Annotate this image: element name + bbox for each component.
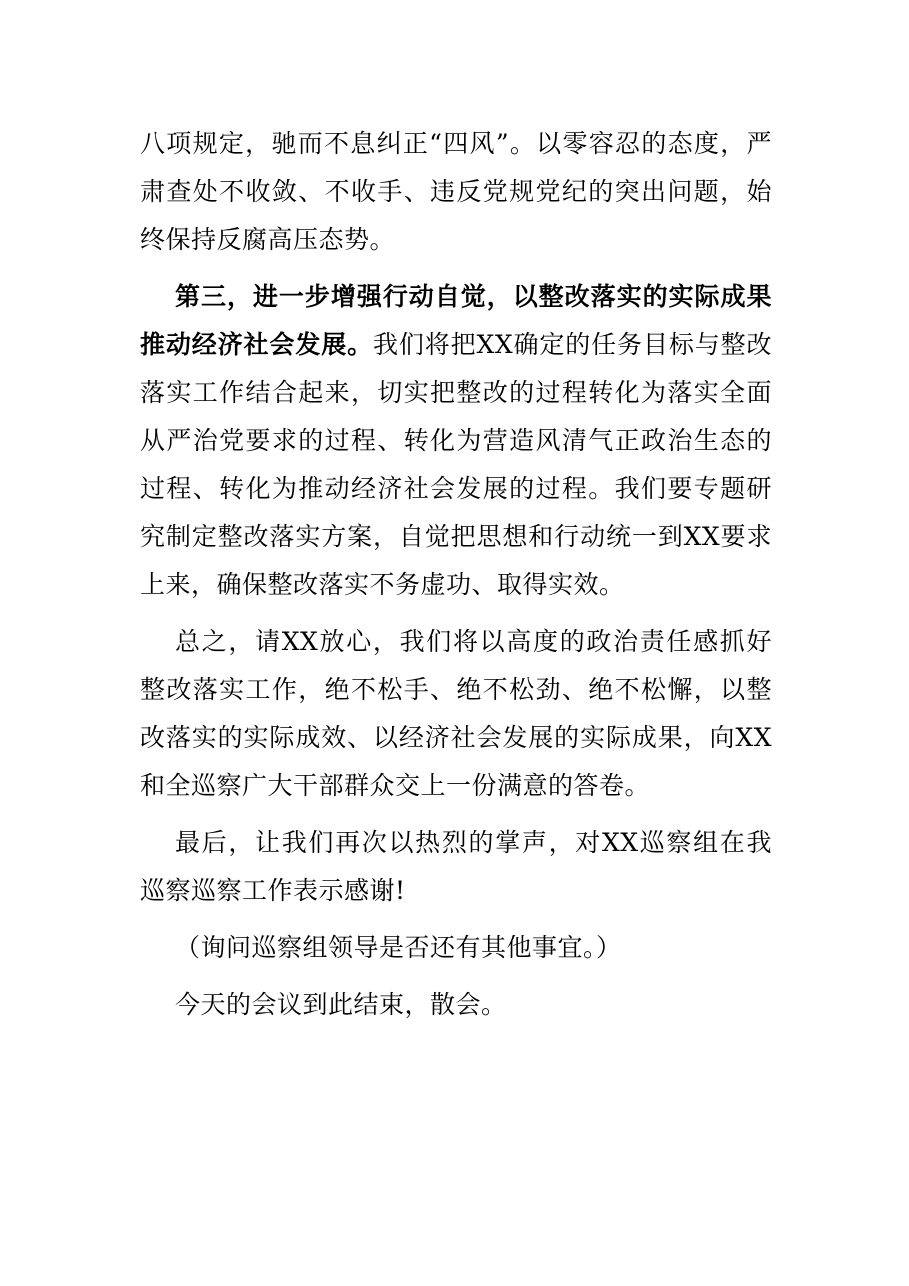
- paragraph-closing: [140, 981, 772, 1029]
- paragraph-text: （询问巡察组领导是否还有其他事宜。）: [175, 933, 622, 962]
- paragraph-text: 今天的会议到此结束，散会。: [175, 990, 507, 1019]
- paragraph-summary: [140, 618, 772, 810]
- paragraph-stage-note: [140, 924, 772, 972]
- paragraph-thanks: [140, 819, 772, 915]
- paragraph-third-point: [140, 273, 772, 609]
- document-page: [140, 120, 772, 1038]
- paragraph-text: 我们将把XX确定的任务目标与整改落实工作结合起来，切实把整改的过程转化为落实全面从严治党要求的过程、转化为营造风清气正政治生态的过程、转化为推动经济社会发展的过程。我们要专题研究制定整改落实方案，自觉把思想和行动统一到XX要求上来，确保整改落实不务虚功、取得实效。: [140, 330, 772, 599]
- paragraph-text: 总之，请XX放心，我们将以高度的政治责任感抓好整改落实工作，绝不松手、绝不松劲、绝不松懈，以整改落实的实际成效、以经济社会发展的实际成果，向XX和全巡察广大干部群众交上一份满意的答卷。: [140, 627, 772, 800]
- paragraph-text: 八项规定，驰而不息纠正“四风”。以零容忍的态度，严肃查处不收敛、不收手、违反党规党纪的突出问题，始终保持反腐高压态势。: [140, 129, 772, 254]
- paragraph-text: 最后，让我们再次以热烈的掌声，对XX巡察组在我巡察巡察工作表示感谢!: [140, 828, 772, 905]
- paragraph-bold-lead: 第三，进一步增强行动自觉，以整改落实的实际成果推动经济社会发展。: [140, 282, 772, 359]
- paragraph-eight-rules: [140, 120, 772, 264]
